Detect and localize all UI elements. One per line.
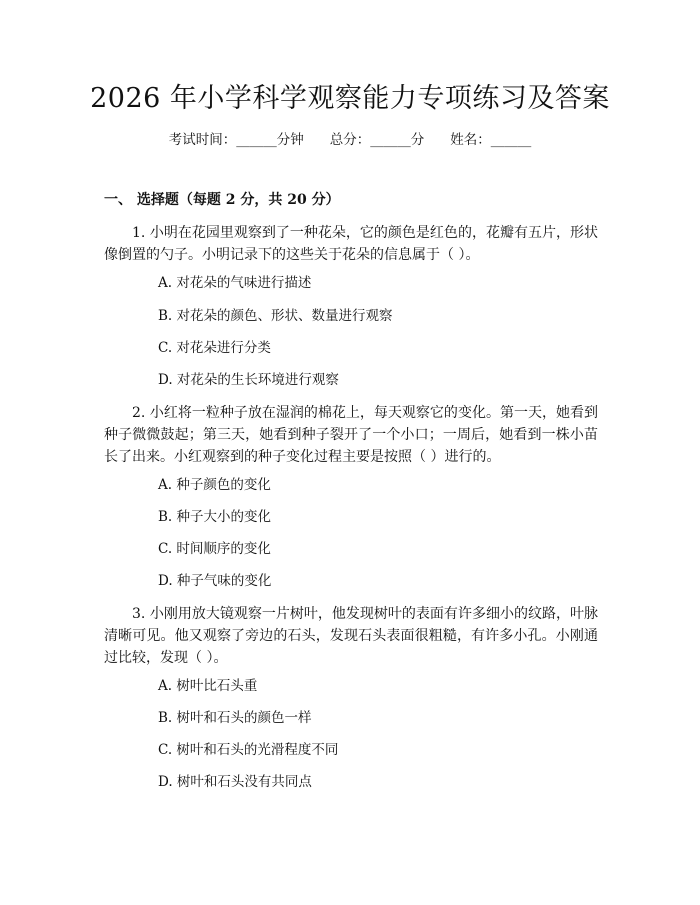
question-1-option-d: D. 对花朵的生长环境进行观察	[158, 372, 339, 388]
question-3-option-b: B. 树叶和石头的颜色一样	[158, 710, 312, 726]
question-3-option-a: A. 树叶比石头重	[158, 678, 258, 694]
total-score-field: 总分：______分	[329, 132, 425, 148]
exam-info-line	[0, 130, 700, 150]
question-3-option-d: D. 树叶和石头没有共同点	[158, 774, 312, 790]
question-3-option-c: C. 树叶和石头的光滑程度不同	[158, 742, 339, 758]
section-heading-choice: 一、 选择题（每题 2 分，共 20 分）	[104, 192, 340, 208]
question-1-stem: 1. 小明在花园里观察到了一种花朵，它的颜色是红色的，花瓣有五片，形状像倒置的勺子。小明记录下的这些关于花朵的信息属于（ ）。	[104, 225, 598, 263]
question-3-stem: 3. 小刚用放大镜观察一片树叶，他发现树叶的表面有许多细小的纹路，叶脉清晰可见。他又观察了旁边的石头，发现石头表面很粗糙，有许多小孔。小刚通过比较，发现（ ）。	[104, 606, 598, 666]
question-2-option-c: C. 时间顺序的变化	[158, 541, 271, 557]
question-2-option-a: A. 种子颜色的变化	[158, 477, 271, 493]
page-title: 2026 年小学科学观察能力专项练习及答案	[90, 83, 610, 114]
question-1-option-c: C. 对花朵进行分类	[158, 340, 271, 356]
exam-time-field: 考试时间：______分钟	[168, 132, 304, 148]
question-2-option-d: D. 种子气味的变化	[158, 573, 272, 589]
question-2-option-b: B. 种子大小的变化	[158, 509, 272, 525]
student-name-field: 姓名：______	[450, 132, 532, 148]
question-1-option-b: B. 对花朵的颜色、形状、数量进行观察	[158, 308, 393, 324]
question-1-option-a: A. 对花朵的气味进行描述	[158, 275, 312, 291]
question-2-stem: 2. 小红将一粒种子放在湿润的棉花上，每天观察它的变化。第一天，她看到种子微微鼓起；第三天，她看到种子裂开了一个小口；一周后，她看到一株小苗长了出来。小红观察到的种子变化过程主要是按照（ ）进行的。	[104, 405, 598, 465]
